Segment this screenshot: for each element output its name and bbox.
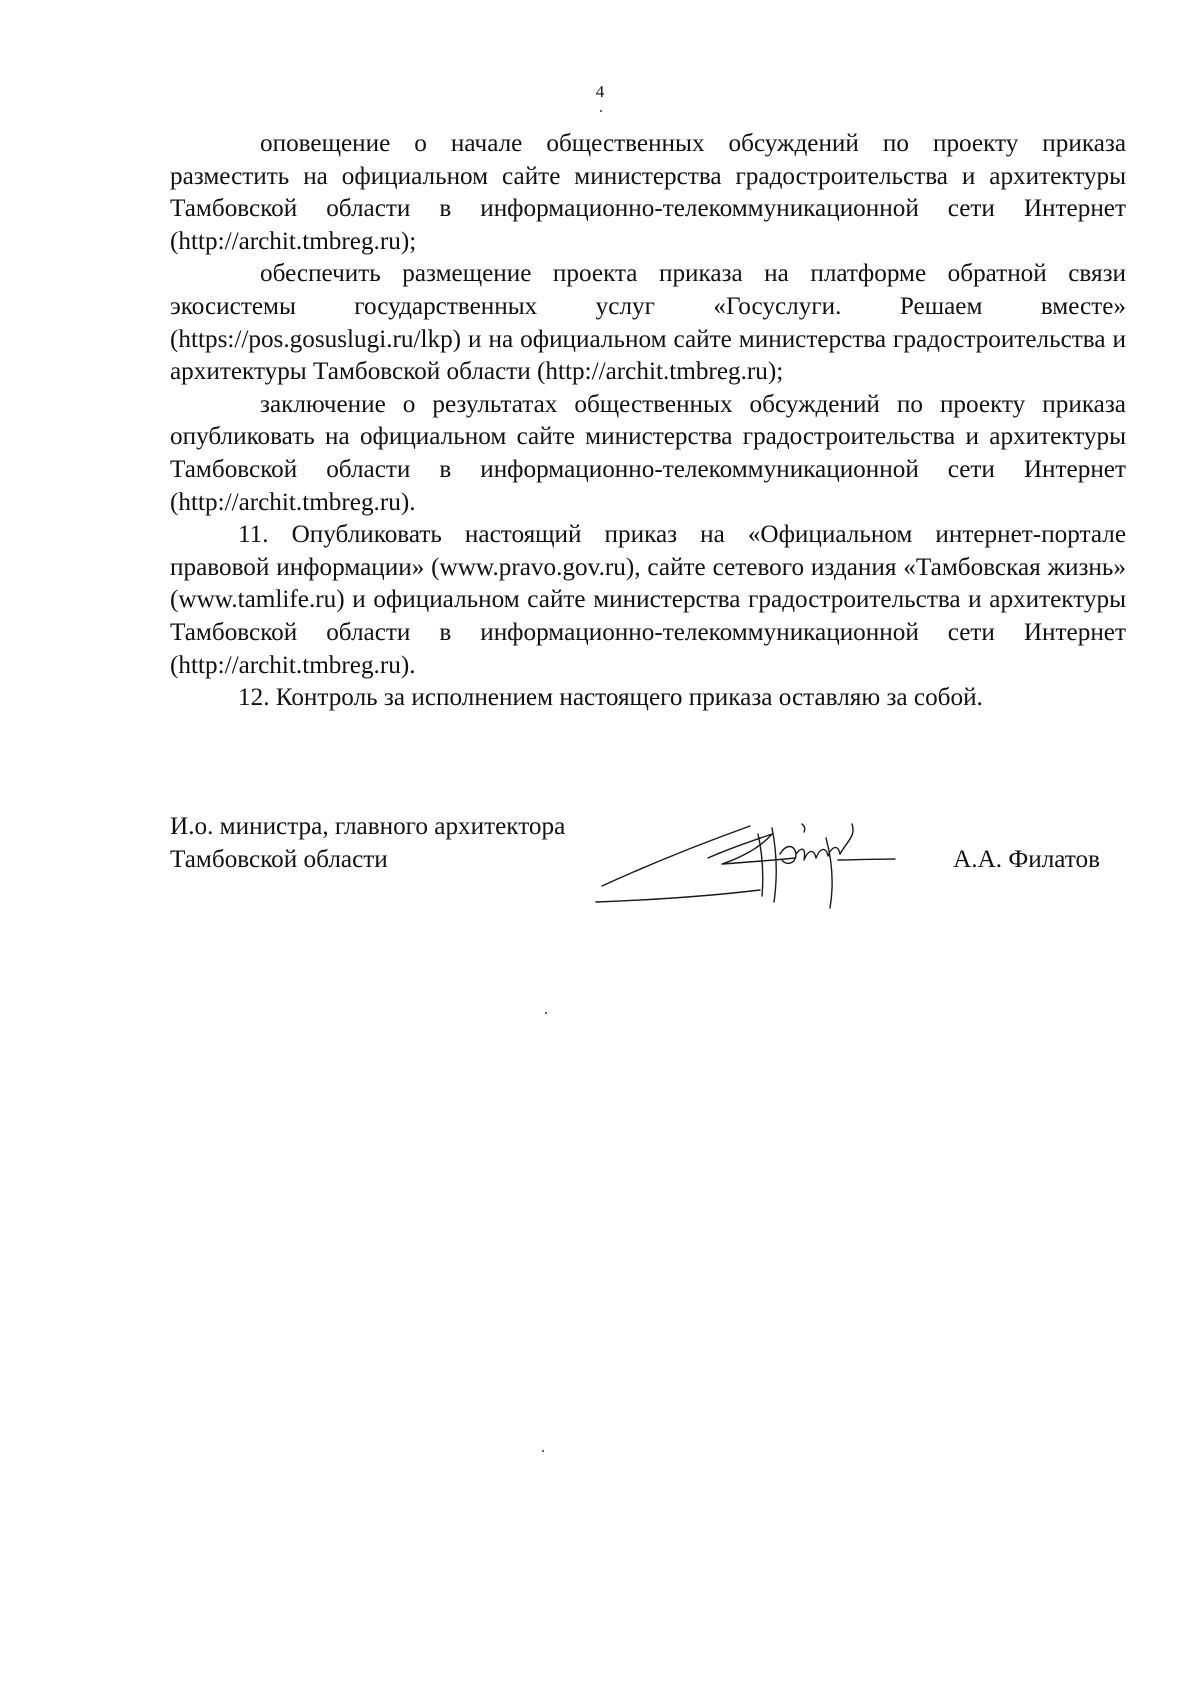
- page-number: 4: [595, 82, 605, 101]
- paragraph-item-12: 12. Контроль за исполнением настоящего приказа оставляю за собой.: [238, 684, 983, 712]
- signatory-position-line1: И.о. министра, главного архитектора: [170, 813, 566, 840]
- handwritten-signature: [590, 804, 900, 914]
- scan-speck: [542, 1450, 544, 1452]
- scan-speck: [600, 110, 602, 112]
- paragraph-placement: обеспечить размещение проекта приказа на платформе обратной связи экосистемы государственных услуг «Госуслуги. Решаем вместе» (https://pos.gosuslugi.ru/lkp) и на официальном сайте министерства градостроительства и архитектуры Тамбовской области (http://archit.tmbreg.ru);: [170, 260, 1126, 386]
- document-body: [170, 128, 1126, 715]
- paragraph-item-11: 11. Опубликовать настоящий приказ на «Официальном интернет-портале правовой информации» (www.pravo.gov.ru), сайте сетевого издания «Тамбовская жизнь» (www.tamlife.ru) и официальном сайте министерства градостроительства и архитектуры Тамбовской области в информационно-телекоммуникационной сети Интернет (http://archit.tmbreg.ru).: [170, 521, 1126, 679]
- signatory-name: А.А. Филатов: [953, 846, 1100, 873]
- scan-speck: [545, 1012, 547, 1014]
- signatory-position: [170, 810, 565, 876]
- paragraph-conclusion: заключение о результатах общественных обсуждений по проекту приказа опубликовать на официальном сайте министерства градостроительства и архитектуры Тамбовской области в информационно-телекоммуникационной сети Интернет (http://archit.tmbreg.ru).: [170, 390, 1126, 516]
- signatory-position-line2: Тамбовской области: [170, 846, 388, 873]
- paragraph-notification: оповещение о начале общественных обсуждений по проекту приказа разместить на официальном сайте министерства градостроительства и архитектуры Тамбовской области в информационно-телекоммуникационной сети Интернет (http://archit.tmbreg.ru);: [170, 130, 1126, 255]
- signature-block: [170, 810, 1126, 910]
